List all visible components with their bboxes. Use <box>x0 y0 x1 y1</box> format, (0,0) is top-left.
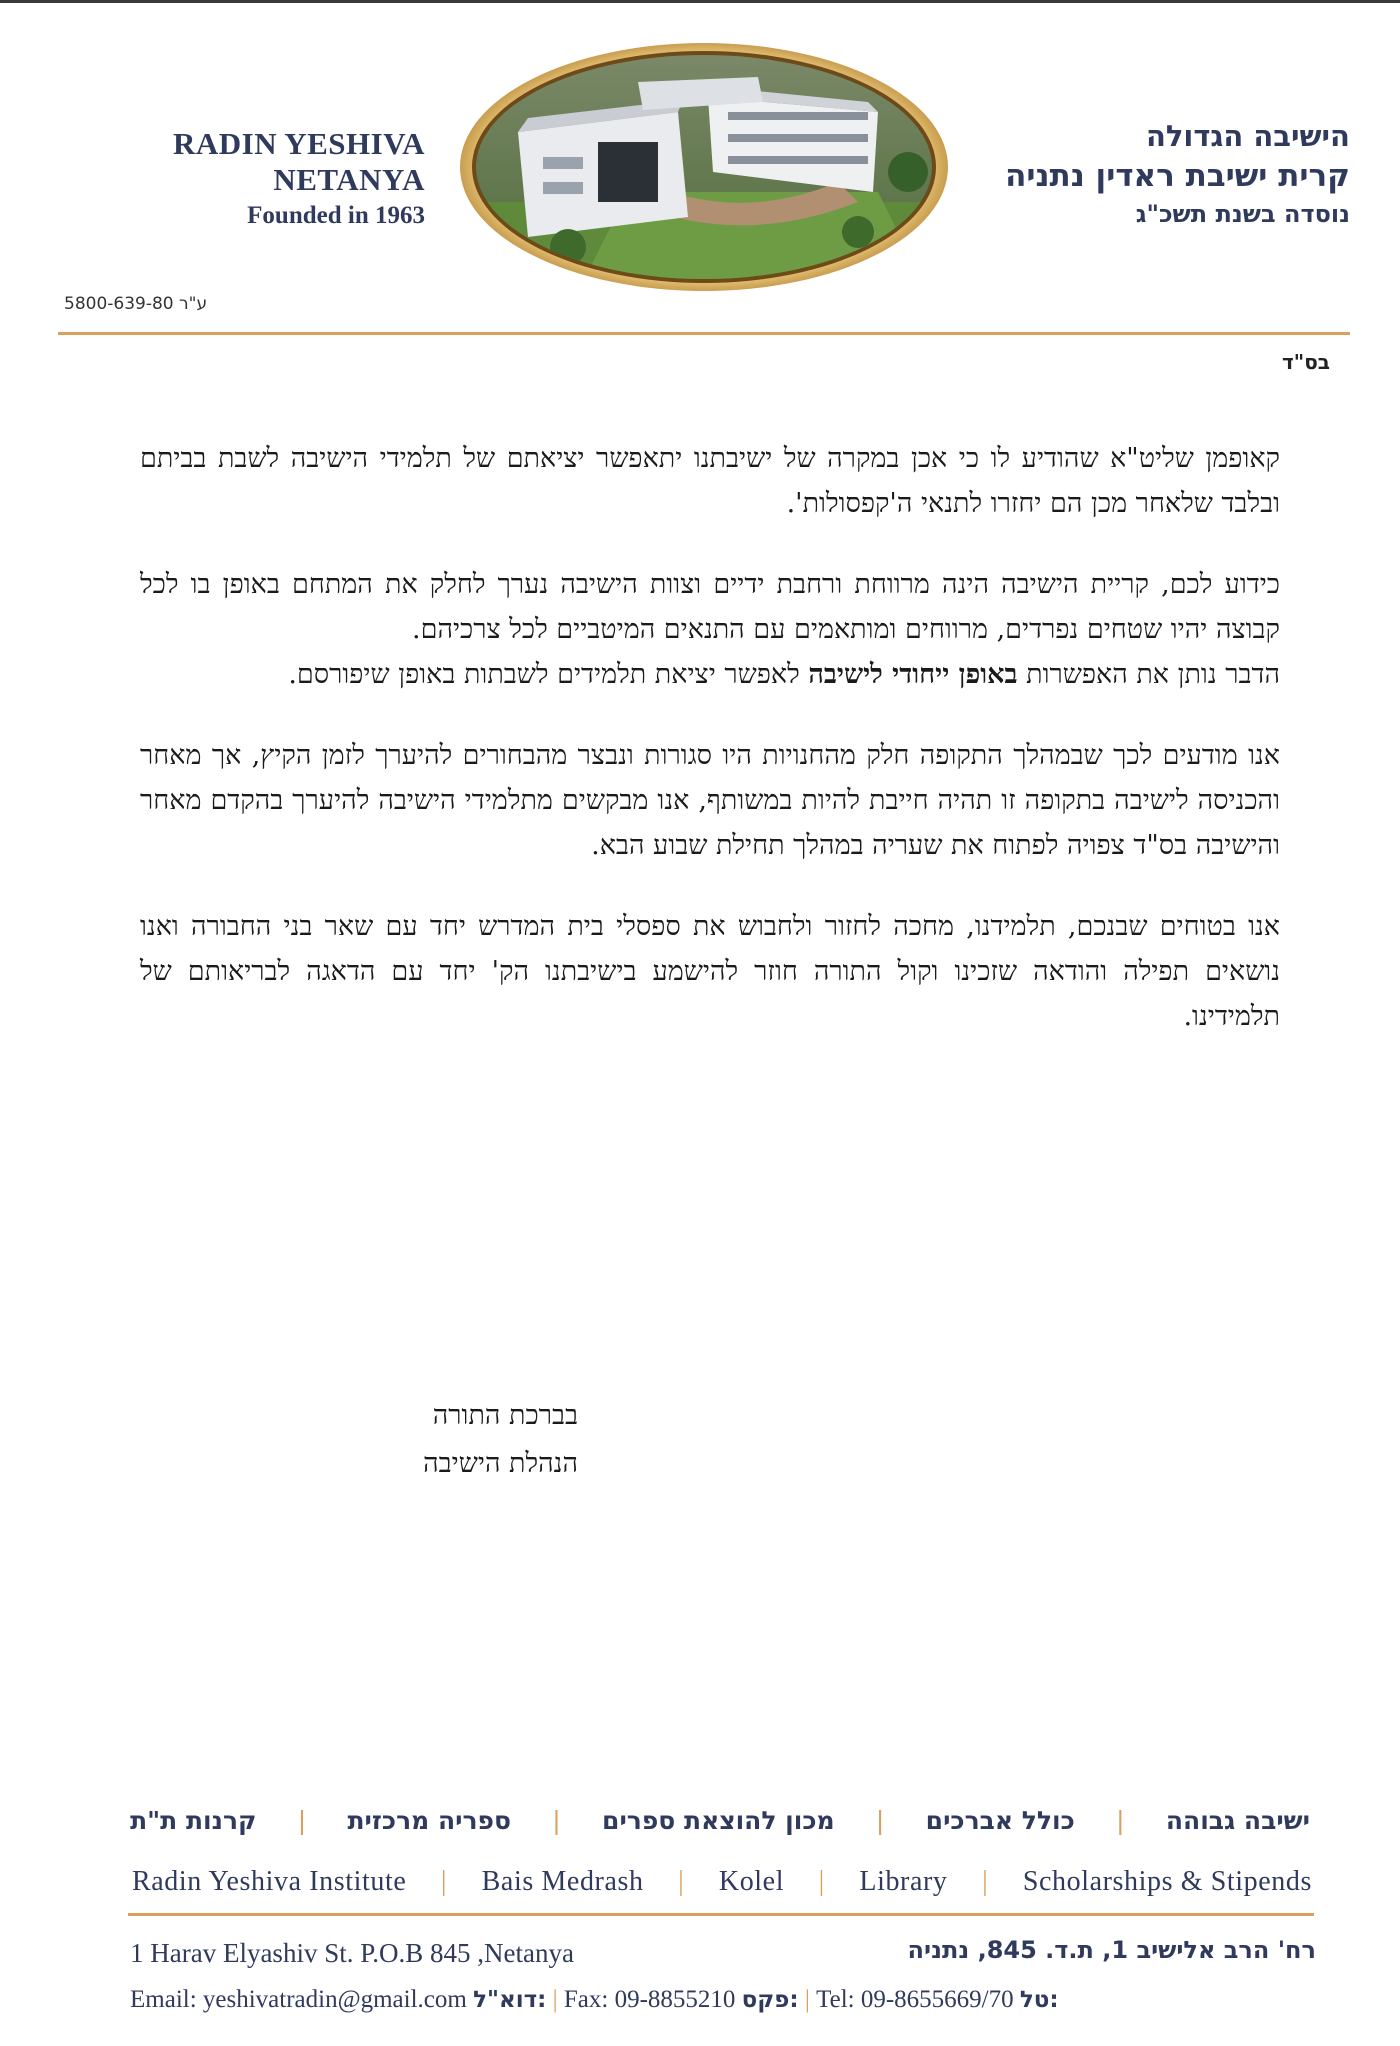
org-name-en: RADIN YESHIVA <box>173 126 425 161</box>
footer-he-item: ישיבה גבוהה <box>1165 1806 1310 1835</box>
footer-en-item: Bais Medrash <box>481 1866 644 1897</box>
campus-photo <box>458 42 950 292</box>
signature <box>278 1392 578 1488</box>
footer-separator: | <box>440 1866 448 1897</box>
fax-label-he: פקס: <box>741 1987 799 2013</box>
footer-separator: | <box>552 1806 561 1835</box>
footer-en-item: Library <box>859 1866 948 1897</box>
header-divider <box>58 332 1350 335</box>
footer-he-item: קרנות ת"ת <box>130 1806 257 1835</box>
org-city-en: NETANYA <box>273 162 425 197</box>
paragraph-4: אנו מודעים לכך שבמהלך התקופה חלק מהחנויות היו סגורות ונבצר מהבחורים להיערך לזמן הקיץ, אך מאחר והכניסה לישיבה בתקופה זו תהיה חייבת להיות במשותף, אנו מבקשים מתלמידי הישיבה להיערך בהקדם מאחר והישיבה בס"ד צפויה לפתוח את שעריה במהלך תחילת שבוע הבא. <box>140 740 1281 861</box>
paragraph-3 <box>140 652 1280 697</box>
signature-line-2: הנהלת הישיבה <box>423 1448 578 1479</box>
footer-en-item: Radin Yeshiva Institute <box>132 1866 407 1897</box>
contact-line <box>130 1986 1320 2014</box>
org-name-he: הישיבה הגדולה <box>1145 119 1350 153</box>
footer-he-item: כולל אברכים <box>925 1806 1075 1835</box>
footer-separator: | <box>875 1806 885 1835</box>
bsd-mark: בס"ד <box>1282 350 1330 374</box>
founded-en: Founded in 1963 <box>247 202 425 229</box>
paragraph-3-end: לאפשר יציאת תלמידים לשבתות באופן שיפורסם. <box>288 659 800 690</box>
footer-separator: | <box>818 1866 825 1897</box>
footer-separator: | <box>1116 1806 1125 1835</box>
tel-label-he: טל: <box>1019 1987 1059 2013</box>
footer-en-item: Scholarships & Stipends <box>1022 1866 1312 1897</box>
paragraph-3-start: הדבר נותן את האפשרות <box>1026 659 1280 690</box>
paragraph-2: כידוע לכם, קריית הישיבה הינה מרווחת ורחבת ידיים וצוות הישיבה נערך לחלק את המתחם באופן בו לכל קבוצה יהיו שטחים נפרדים, מרווחים ומותאמים עם התנאים המיטביים לכל צרכיהם. <box>140 569 1280 645</box>
footer-he-item: מכון להוצאת ספרים <box>602 1806 835 1835</box>
contact-separator: | <box>804 1986 810 2013</box>
registration-number: ע"ר 5800-639-80 <box>64 294 208 314</box>
top-border <box>0 0 1400 3</box>
paragraph-3-bold: באופן ייחודי לישיבה <box>808 659 1018 690</box>
founded-he: נוסדה בשנת תשכ"ג <box>1135 200 1350 228</box>
tel-label: Tel: <box>816 1986 855 2013</box>
header-hebrew <box>940 116 1350 232</box>
fax-number: 09-8855210 <box>614 1986 736 2013</box>
header-english <box>150 126 425 234</box>
address-he: רח' הרב אלישיב 1, ת.ד. 845, נתניה <box>907 1936 1316 1964</box>
letter-body <box>140 436 1280 1075</box>
paragraph-1: קאופמן שליט"א שהודיע לו כי אכן במקרה של ישיבתנו יתאפשר יציאתם של תלמידי הישיבה לשבת בביתם ובלבד שלאחר מכן הם יחזרו לתנאי ה'קפסולות'. <box>140 443 1280 519</box>
footer-departments-he <box>130 1806 1310 1835</box>
fax-label: Fax: <box>563 1986 609 2013</box>
footer-divider <box>128 1913 1314 1916</box>
email-link[interactable]: yeshivatradin@gmail.com <box>202 1986 467 2013</box>
paragraph-5: אנו בטוחים שבנכם, תלמידנו, מחכה לחזור ולחבוש את ספסלי בית המדרש יחד עם שאר בני החבורה ואנו נושאים תפילה והודאה שזכינו וקול התורה חוזר להישמע בישיבתנו הק' יחד עם הדאגה לבריאותם של תלמידינו. <box>140 911 1280 1032</box>
signature-line-1: בברכת התורה <box>432 1400 578 1431</box>
phone-number[interactable]: 09-8655669/70 <box>860 1986 1014 2013</box>
email-label: Email: <box>130 1986 197 2013</box>
footer-separator: | <box>982 1866 989 1897</box>
contact-separator: | <box>552 1986 558 2013</box>
footer-en-item: Kolel <box>718 1866 785 1897</box>
footer-separator: | <box>297 1806 307 1835</box>
footer-departments-en <box>132 1866 1312 1898</box>
org-city-he: קרית ישיבת ראדין נתניה <box>1005 158 1350 194</box>
footer-he-item: ספריה מרכזית <box>347 1806 511 1835</box>
email-label-he: דוא"ל: <box>473 1987 547 2013</box>
address-en: 1 Harav Elyashiv St. P.O.B 845 ,Netanya <box>130 1938 574 1968</box>
footer-separator: | <box>678 1866 685 1897</box>
